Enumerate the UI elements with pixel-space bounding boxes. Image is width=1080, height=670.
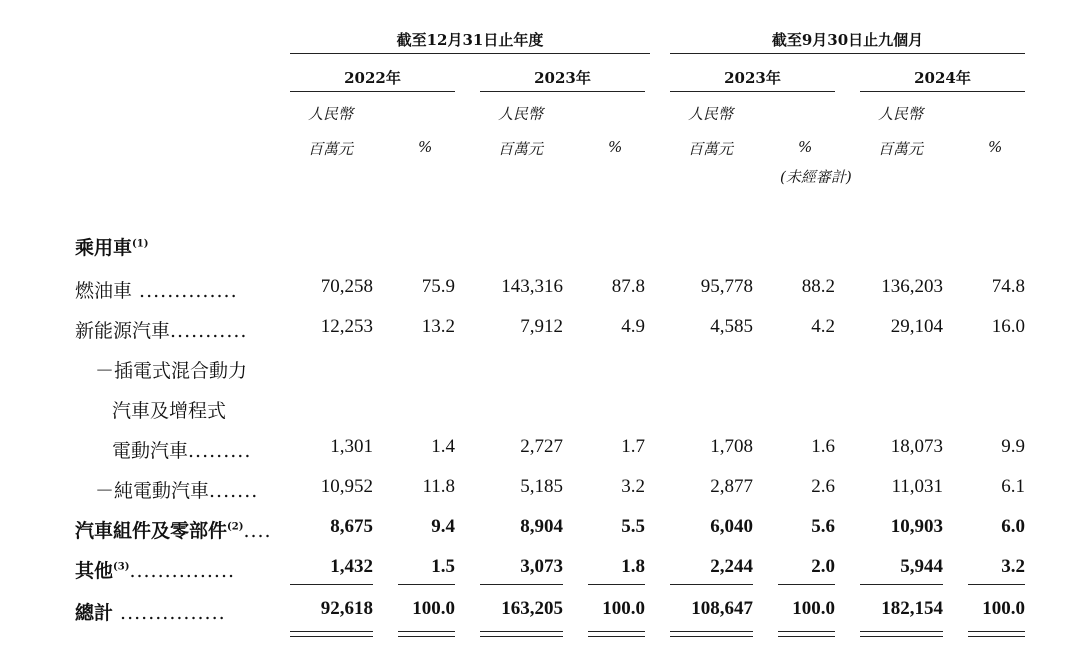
total-row-cell-percent: 100.0 bbox=[602, 598, 645, 619]
unit-million-4: 百萬元 bbox=[878, 140, 924, 158]
unit-pct-3: % bbox=[798, 138, 813, 156]
total-double-rule bbox=[968, 636, 1025, 637]
year-header-2022: 2022年 bbox=[344, 69, 401, 87]
total-double-rule bbox=[480, 631, 563, 632]
table-row-7-cell-amount: 6,040 bbox=[710, 516, 753, 537]
unit-million-3: 百萬元 bbox=[688, 140, 734, 158]
table-row-7-cell-percent: 5.5 bbox=[621, 516, 645, 537]
table-row-2-cell-percent: 13.2 bbox=[421, 316, 455, 337]
table-row-2-cell-amount: 29,104 bbox=[890, 316, 943, 337]
table-row-8-cell-amount: 1,432 bbox=[330, 556, 373, 577]
section-title: 乘用車$^{(1)}$ bbox=[75, 237, 149, 259]
table-row-2-cell-percent: 16.0 bbox=[991, 316, 1025, 337]
total-double-rule bbox=[588, 631, 645, 632]
unit-currency-3: 人民幣 bbox=[688, 105, 734, 123]
total-row-cell-amount: 182,154 bbox=[881, 598, 943, 619]
total-double-rule bbox=[670, 631, 753, 632]
group-header-nine-months: 截至9月30日止九個月 bbox=[771, 31, 924, 49]
table-row-1-cell-percent: 75.9 bbox=[421, 276, 455, 297]
total-double-rule bbox=[290, 636, 373, 637]
table-row-6-label: －純電動汽車....... bbox=[95, 480, 259, 502]
unit-currency-2: 人民幣 bbox=[498, 105, 544, 123]
year-header-2024-9m: 2024年 bbox=[914, 69, 971, 87]
total-row-cell-percent: 100.0 bbox=[982, 598, 1025, 619]
total-row-cell-amount: 92,618 bbox=[320, 598, 373, 619]
subtotal-rule bbox=[670, 584, 753, 585]
table-row-7-cell-amount: 8,675 bbox=[330, 516, 373, 537]
total-row-cell-amount: 108,647 bbox=[691, 598, 753, 619]
table-row-7-cell-amount: 8,904 bbox=[520, 516, 563, 537]
table-row-2-cell-percent: 4.2 bbox=[811, 316, 835, 337]
table-row-8-cell-percent: 1.8 bbox=[621, 556, 645, 577]
table-row-6-cell-amount: 5,185 bbox=[520, 476, 563, 497]
table-row-6-cell-percent: 6.1 bbox=[1001, 476, 1025, 497]
table-row-1-cell-percent: 88.2 bbox=[801, 276, 835, 297]
unit-pct-1: % bbox=[418, 138, 433, 156]
group-rule-nine-months bbox=[670, 53, 1025, 54]
table-row-1-cell-percent: 87.8 bbox=[611, 276, 645, 297]
table-row-5-cell-percent: 1.7 bbox=[621, 436, 645, 457]
table-row-1-cell-amount: 143,316 bbox=[501, 276, 563, 297]
table-row-5-cell-percent: 9.9 bbox=[1001, 436, 1025, 457]
table-row-1-cell-amount: 95,778 bbox=[700, 276, 753, 297]
unit-currency-4: 人民幣 bbox=[878, 105, 924, 123]
year-rule-2023-9m bbox=[670, 91, 835, 92]
table-row-2-label: 新能源汽車........... bbox=[75, 320, 248, 342]
subtotal-rule bbox=[398, 584, 455, 585]
table-row-5-cell-amount: 1,301 bbox=[330, 436, 373, 457]
total-double-rule bbox=[778, 631, 835, 632]
total-double-rule bbox=[670, 636, 753, 637]
total-row-cell-percent: 100.0 bbox=[792, 598, 835, 619]
table-row-8-cell-percent: 1.5 bbox=[431, 556, 455, 577]
total-double-rule bbox=[860, 631, 943, 632]
total-row-cell-amount: 163,205 bbox=[501, 598, 563, 619]
total-double-rule bbox=[398, 636, 455, 637]
total-row-label: 總計 ............... bbox=[75, 602, 226, 624]
total-row-cell-percent: 100.0 bbox=[412, 598, 455, 619]
group-header-full-year: 截至12月31日止年度 bbox=[396, 31, 544, 49]
total-double-rule bbox=[480, 636, 563, 637]
table-row-1-cell-amount: 136,203 bbox=[881, 276, 943, 297]
table-row-6-cell-percent: 3.2 bbox=[621, 476, 645, 497]
total-double-rule bbox=[968, 631, 1025, 632]
table-row-2-cell-amount: 7,912 bbox=[520, 316, 563, 337]
table-row-7-label: 汽車組件及零部件$^{(2)}$.... bbox=[75, 520, 272, 542]
unit-pct-2: % bbox=[608, 138, 623, 156]
table-row-1-label: 燃油車 .............. bbox=[75, 280, 238, 302]
table-row-6-cell-percent: 11.8 bbox=[422, 476, 455, 497]
table-row-5-cell-amount: 2,727 bbox=[520, 436, 563, 457]
table-row-7-cell-amount: 10,903 bbox=[890, 516, 943, 537]
table-row-6-cell-amount: 2,877 bbox=[710, 476, 753, 497]
subtotal-rule bbox=[778, 584, 835, 585]
unit-million-2: 百萬元 bbox=[498, 140, 544, 158]
table-row-5-cell-amount: 1,708 bbox=[710, 436, 753, 457]
table-row-6-cell-amount: 10,952 bbox=[320, 476, 373, 497]
table-row-8-label: 其他$^{(3)}$............... bbox=[75, 560, 236, 582]
table-row-5-cell-amount: 18,073 bbox=[890, 436, 943, 457]
unit-pct-4: % bbox=[988, 138, 1003, 156]
table-row-7-cell-percent: 5.6 bbox=[811, 516, 835, 537]
table-row-5-label: 電動汽車......... bbox=[112, 440, 252, 462]
table-row-2-cell-amount: 12,253 bbox=[320, 316, 373, 337]
table-row-2-cell-percent: 4.9 bbox=[621, 316, 645, 337]
year-rule-2023-fy bbox=[480, 91, 645, 92]
table-row-7-cell-percent: 6.0 bbox=[1001, 516, 1025, 537]
table-row-5-cell-percent: 1.4 bbox=[431, 436, 455, 457]
subtotal-rule bbox=[480, 584, 563, 585]
table-row-8-cell-amount: 3,073 bbox=[520, 556, 563, 577]
table-row-8-cell-amount: 2,244 bbox=[710, 556, 753, 577]
table-row-6-cell-amount: 11,031 bbox=[891, 476, 943, 497]
table-row-8-cell-amount: 5,944 bbox=[900, 556, 943, 577]
unaudited-note: (未經審計) bbox=[780, 168, 852, 186]
table-row-1-cell-amount: 70,258 bbox=[320, 276, 373, 297]
table-row-6-cell-percent: 2.6 bbox=[811, 476, 835, 497]
table-row-1-cell-percent: 74.8 bbox=[991, 276, 1025, 297]
year-header-2023-fy: 2023年 bbox=[534, 69, 591, 87]
subtotal-rule bbox=[860, 584, 943, 585]
total-double-rule bbox=[778, 636, 835, 637]
table-row-2-cell-amount: 4,585 bbox=[710, 316, 753, 337]
year-rule-2024-9m bbox=[860, 91, 1025, 92]
total-double-rule bbox=[588, 636, 645, 637]
unit-million-1: 百萬元 bbox=[308, 140, 354, 158]
table-row-3-label: －插電式混合動力 bbox=[95, 360, 248, 382]
table-row-8-cell-percent: 2.0 bbox=[811, 556, 835, 577]
table-row-8-cell-percent: 3.2 bbox=[1001, 556, 1025, 577]
group-rule-full-year bbox=[290, 53, 650, 54]
total-double-rule bbox=[290, 631, 373, 632]
table-row-5-cell-percent: 1.6 bbox=[811, 436, 835, 457]
year-header-2023-9m: 2023年 bbox=[724, 69, 781, 87]
total-double-rule bbox=[398, 631, 455, 632]
year-rule-2022 bbox=[290, 91, 455, 92]
total-double-rule bbox=[860, 636, 943, 637]
table-row-4-label: 汽車及增程式 bbox=[112, 400, 227, 422]
subtotal-rule bbox=[290, 584, 373, 585]
unit-currency-1: 人民幣 bbox=[308, 105, 354, 123]
subtotal-rule bbox=[588, 584, 645, 585]
table-row-7-cell-percent: 9.4 bbox=[431, 516, 455, 537]
subtotal-rule bbox=[968, 584, 1025, 585]
